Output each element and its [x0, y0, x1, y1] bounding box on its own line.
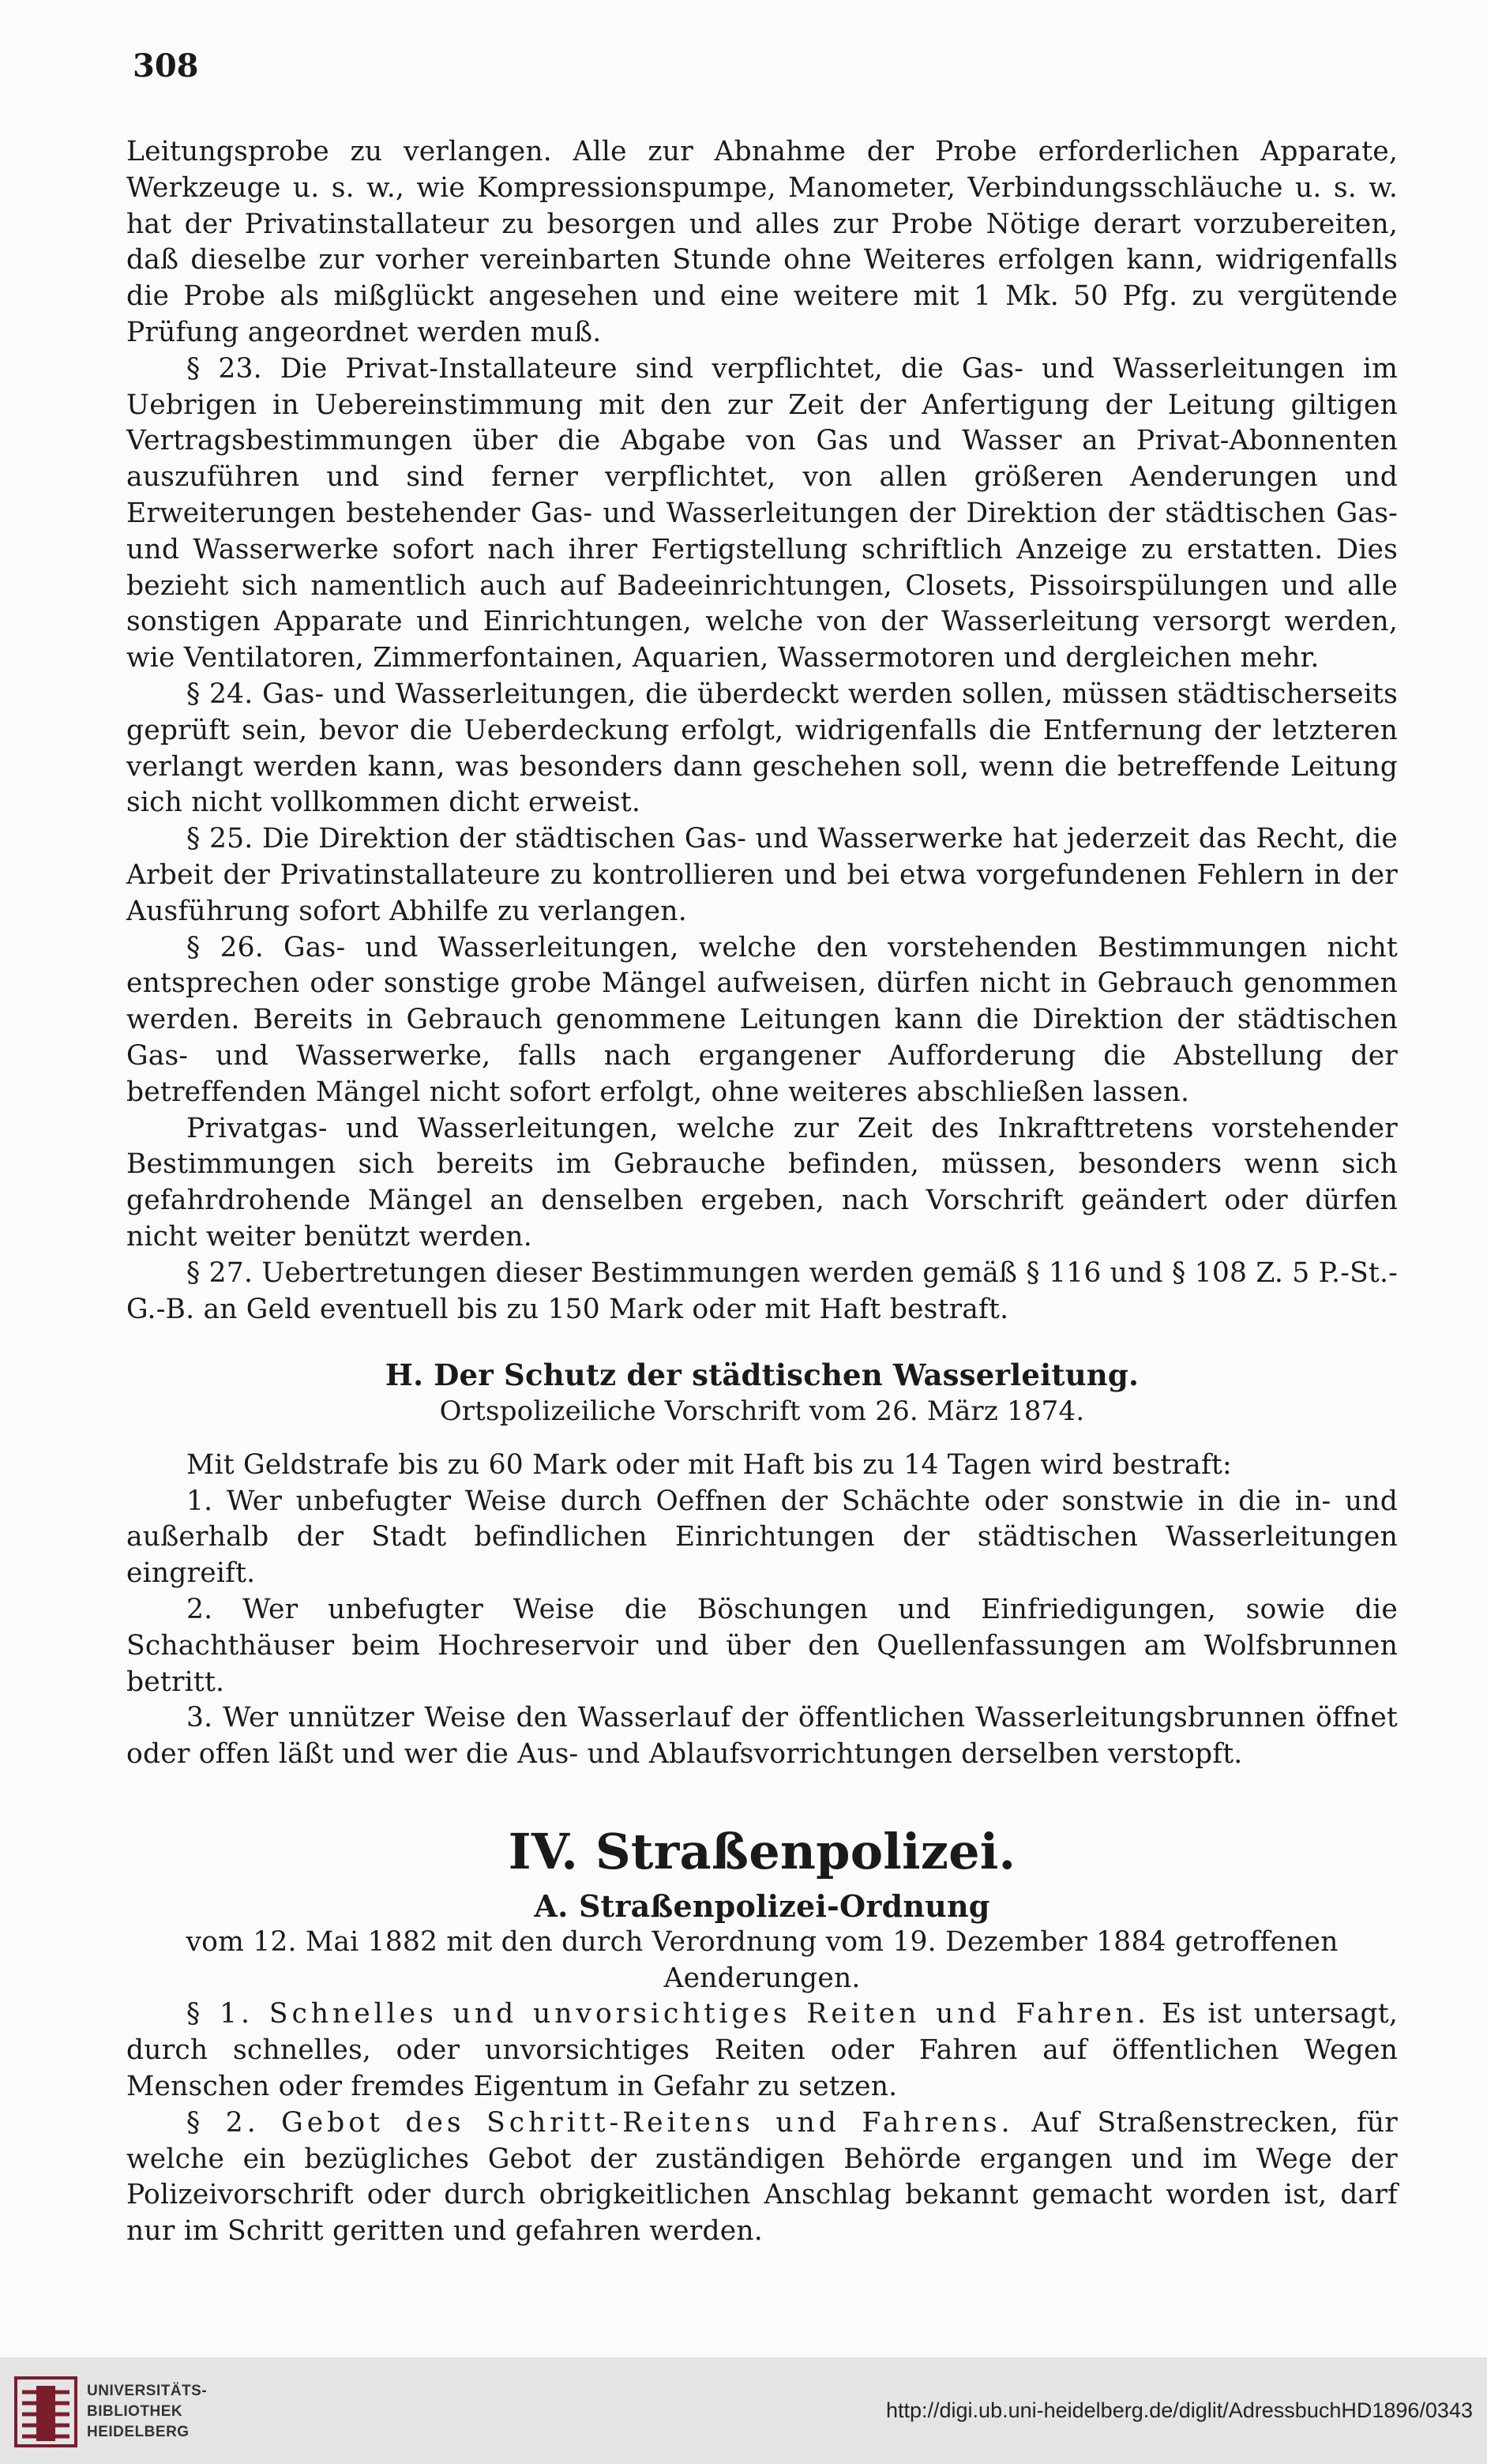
penalty-item-3: 3. Wer unnützer Weise den Wasserlauf der öffentlichen Wasserleitungsbrunnen öffnet oder offen läßt und wer die Aus- und Ablaufsvorrichtungen derselben verstopft.: [126, 1702, 1398, 1771]
paragraph-section-26: § 26. Gas- und Wasserleitungen, welche den vorstehenden Bestimmungen nicht entsprechen oder sonstige grobe Mängel aufweisen, dürfen nicht in Gebrauch genommen werden. Bereits in Gebrauch genommene Leitungen kann die Direktion der städtischen Gas- und Wasserwerke, falls nach ergangener Aufforderung die Abstellung der betreffenden Mängel nicht sofort erfolgt, ohne weiteres abschließen lassen.: [126, 931, 1398, 1108]
paragraph-continuation: Leitungsprobe zu verlangen. Alle zur Abnahme der Probe erforderlichen Apparate, Werkzeuge u. s. w., wie Kompressionspumpe, Manometer, Verbindungsschläuche u. s. w. hat der Privatinstallateur zu besorgen und alles zur Probe Nötige derart vorzubereiten, daß dieselbe zur vorher vereinbarten Stunde ohne Weiteres erfolgen kann, widrigenfalls die Probe als mißglückt angesehen und eine weitere mit 1 Mk. 50 Pfg. zu vergütende Prüfung angeordnet werden muß.: [126, 136, 1398, 348]
paragraph-section-2: [126, 2105, 1398, 2250]
penalty-item-2: 2. Wer unbefugter Weise die Böschungen und Einfriedigungen, sowie die Schachthäuser beim Hochreservoir und über den Quellenfassungen am Wolfsbrunnen betritt.: [126, 1594, 1398, 1698]
logo-text-line-2: BIBLIOTHEK: [87, 2403, 183, 2420]
logo-text-line-3: HEIDELBERG: [87, 2424, 190, 2440]
paragraph-section-24: § 24. Gas- und Wasserleitungen, die überdeckt werden sollen, müssen städtischerseits geprüft sein, bevor die Ueberdeckung erfolgt, widrigenfalls die Entfernung der letzteren verlangt werden kann, was besonders dann geschehen soll, wenn die betreffende Leitung sich nicht vollkommen dicht erweist.: [126, 678, 1398, 819]
section-a-subtitle: vom 12. Mai 1882 mit den durch Verordnung vom 19. Dezember 1884 getroffenen Aenderungen.: [186, 1925, 1339, 1994]
page-text: [126, 134, 1398, 2250]
paragraph-section-27: § 27. Uebertretungen dieser Bestimmungen werden gemäß § 116 und § 108 Z. 5 P.-St.-G.-B. an Geld eventuell bis zu 150 Mark oder mit Haft bestraft.: [126, 1256, 1398, 1325]
university-library-logo[interactable]: [14, 2372, 267, 2451]
chapter-iv-title: IV. Straßenpolizei.: [508, 1823, 1016, 1881]
paragraph-private-lines: Privatgas- und Wasserleitungen, welche zur Zeit des Inkrafttretens vorstehender Bestimmungen sich bereits im Gebrauche befinden, müssen, besonders wenn sich gefahrdrohende Mängel an denselben ergeben, nach Vorschrift geändert oder dürfen nicht weiter benützt werden.: [126, 1112, 1398, 1253]
section-1-heading: § 1. Schnelles und unvorsichtiges Reiten und Fahren.: [186, 1998, 1151, 2030]
section-2-body: Auf Straßenstrecken, für welche ein bezügliches Gebot der zuständigen Behörde ergangen und im Wege der Polizeivorschrift oder durch obrigkeitlichen Anschlag bekannt gemacht worden ist, darf nur im Schritt geritten und gefahren werden.: [126, 2106, 1398, 2248]
section-1-body: Es ist untersagt, durch schnelles, oder unvorsichtiges Reiten oder Fahren auf öffentlichen Wegen Menschen oder fremdes Eigentum in Gefahr zu setzen.: [126, 1998, 1398, 2103]
permalink-url[interactable]: http://digi.ub.uni-heidelberg.de/diglit/AdressbuchHD1896/0343: [885, 2398, 1473, 2422]
library-seal-icon: [14, 2376, 77, 2447]
logo-text-line-1: UNIVERSITÄTS-: [87, 2383, 208, 2399]
section-a-title: A. Straßenpolizei-Ordnung: [534, 1888, 990, 1925]
section-h-title: H. Der Schutz der städtischen Wasserleitung.: [385, 1358, 1140, 1393]
penalty-item-1: 1. Wer unbefugter Weise durch Oeffnen der Schächte oder sonstwie in die in- und außerhalb der Stadt befindlichen Einrichtungen der städtischen Wasserleitungen eingreift.: [126, 1485, 1398, 1590]
paragraph-section-25: § 25. Die Direktion der städtischen Gas- und Wasserwerke hat jederzeit das Recht, die Arbeit der Privatinstallateure zu kontrollieren und bei etwa vorgefundenen Fehlern in der Ausführung sofort Abhilfe zu verlangen.: [126, 823, 1398, 927]
penalty-intro: Mit Geldstrafe bis zu 60 Mark oder mit Haft bis zu 14 Tagen wird bestraft:: [186, 1448, 1232, 1481]
paragraph-section-23: § 23. Die Privat-Installateure sind verpflichtet, die Gas- und Wasserleitungen im Uebrigen in Uebereinstimmung mit den zur Zeit der Anfertigung der Leitung giltigen Vertragsbestimmungen über die Abgabe von Gas und Wasser an Privat-Abonnenten auszuführen und sind ferner verpflichtet, von allen größeren Aenderungen und Erweiterungen bestehender Gas- und Wasserleitungen der Direktion der städtischen Gas- und Wasserwerke sofort nach ihrer Fertigstellung schriftlich Anzeige zu erstatten. Dies bezieht sich namentlich auch auf Badeeinrichtungen, Closets, Pissoirspülungen und alle sonstigen Apparate und Einrichtungen, welche von der Wasserleitung versorgt werden, wie Ventilatoren, Zimmerfontainen, Aquarien, Wassermotoren und dergleichen mehr.: [126, 352, 1398, 674]
page-number: 308: [133, 47, 199, 85]
viewer-footer: [0, 2357, 1487, 2464]
section-h-subtitle: Ortspolizeiliche Vorschrift vom 26. März 1874.: [439, 1395, 1085, 1428]
section-2-heading: § 2. Gebot des Schritt-Reitens und Fahrens.: [186, 2106, 1014, 2139]
paragraph-section-1: [126, 1996, 1398, 2105]
